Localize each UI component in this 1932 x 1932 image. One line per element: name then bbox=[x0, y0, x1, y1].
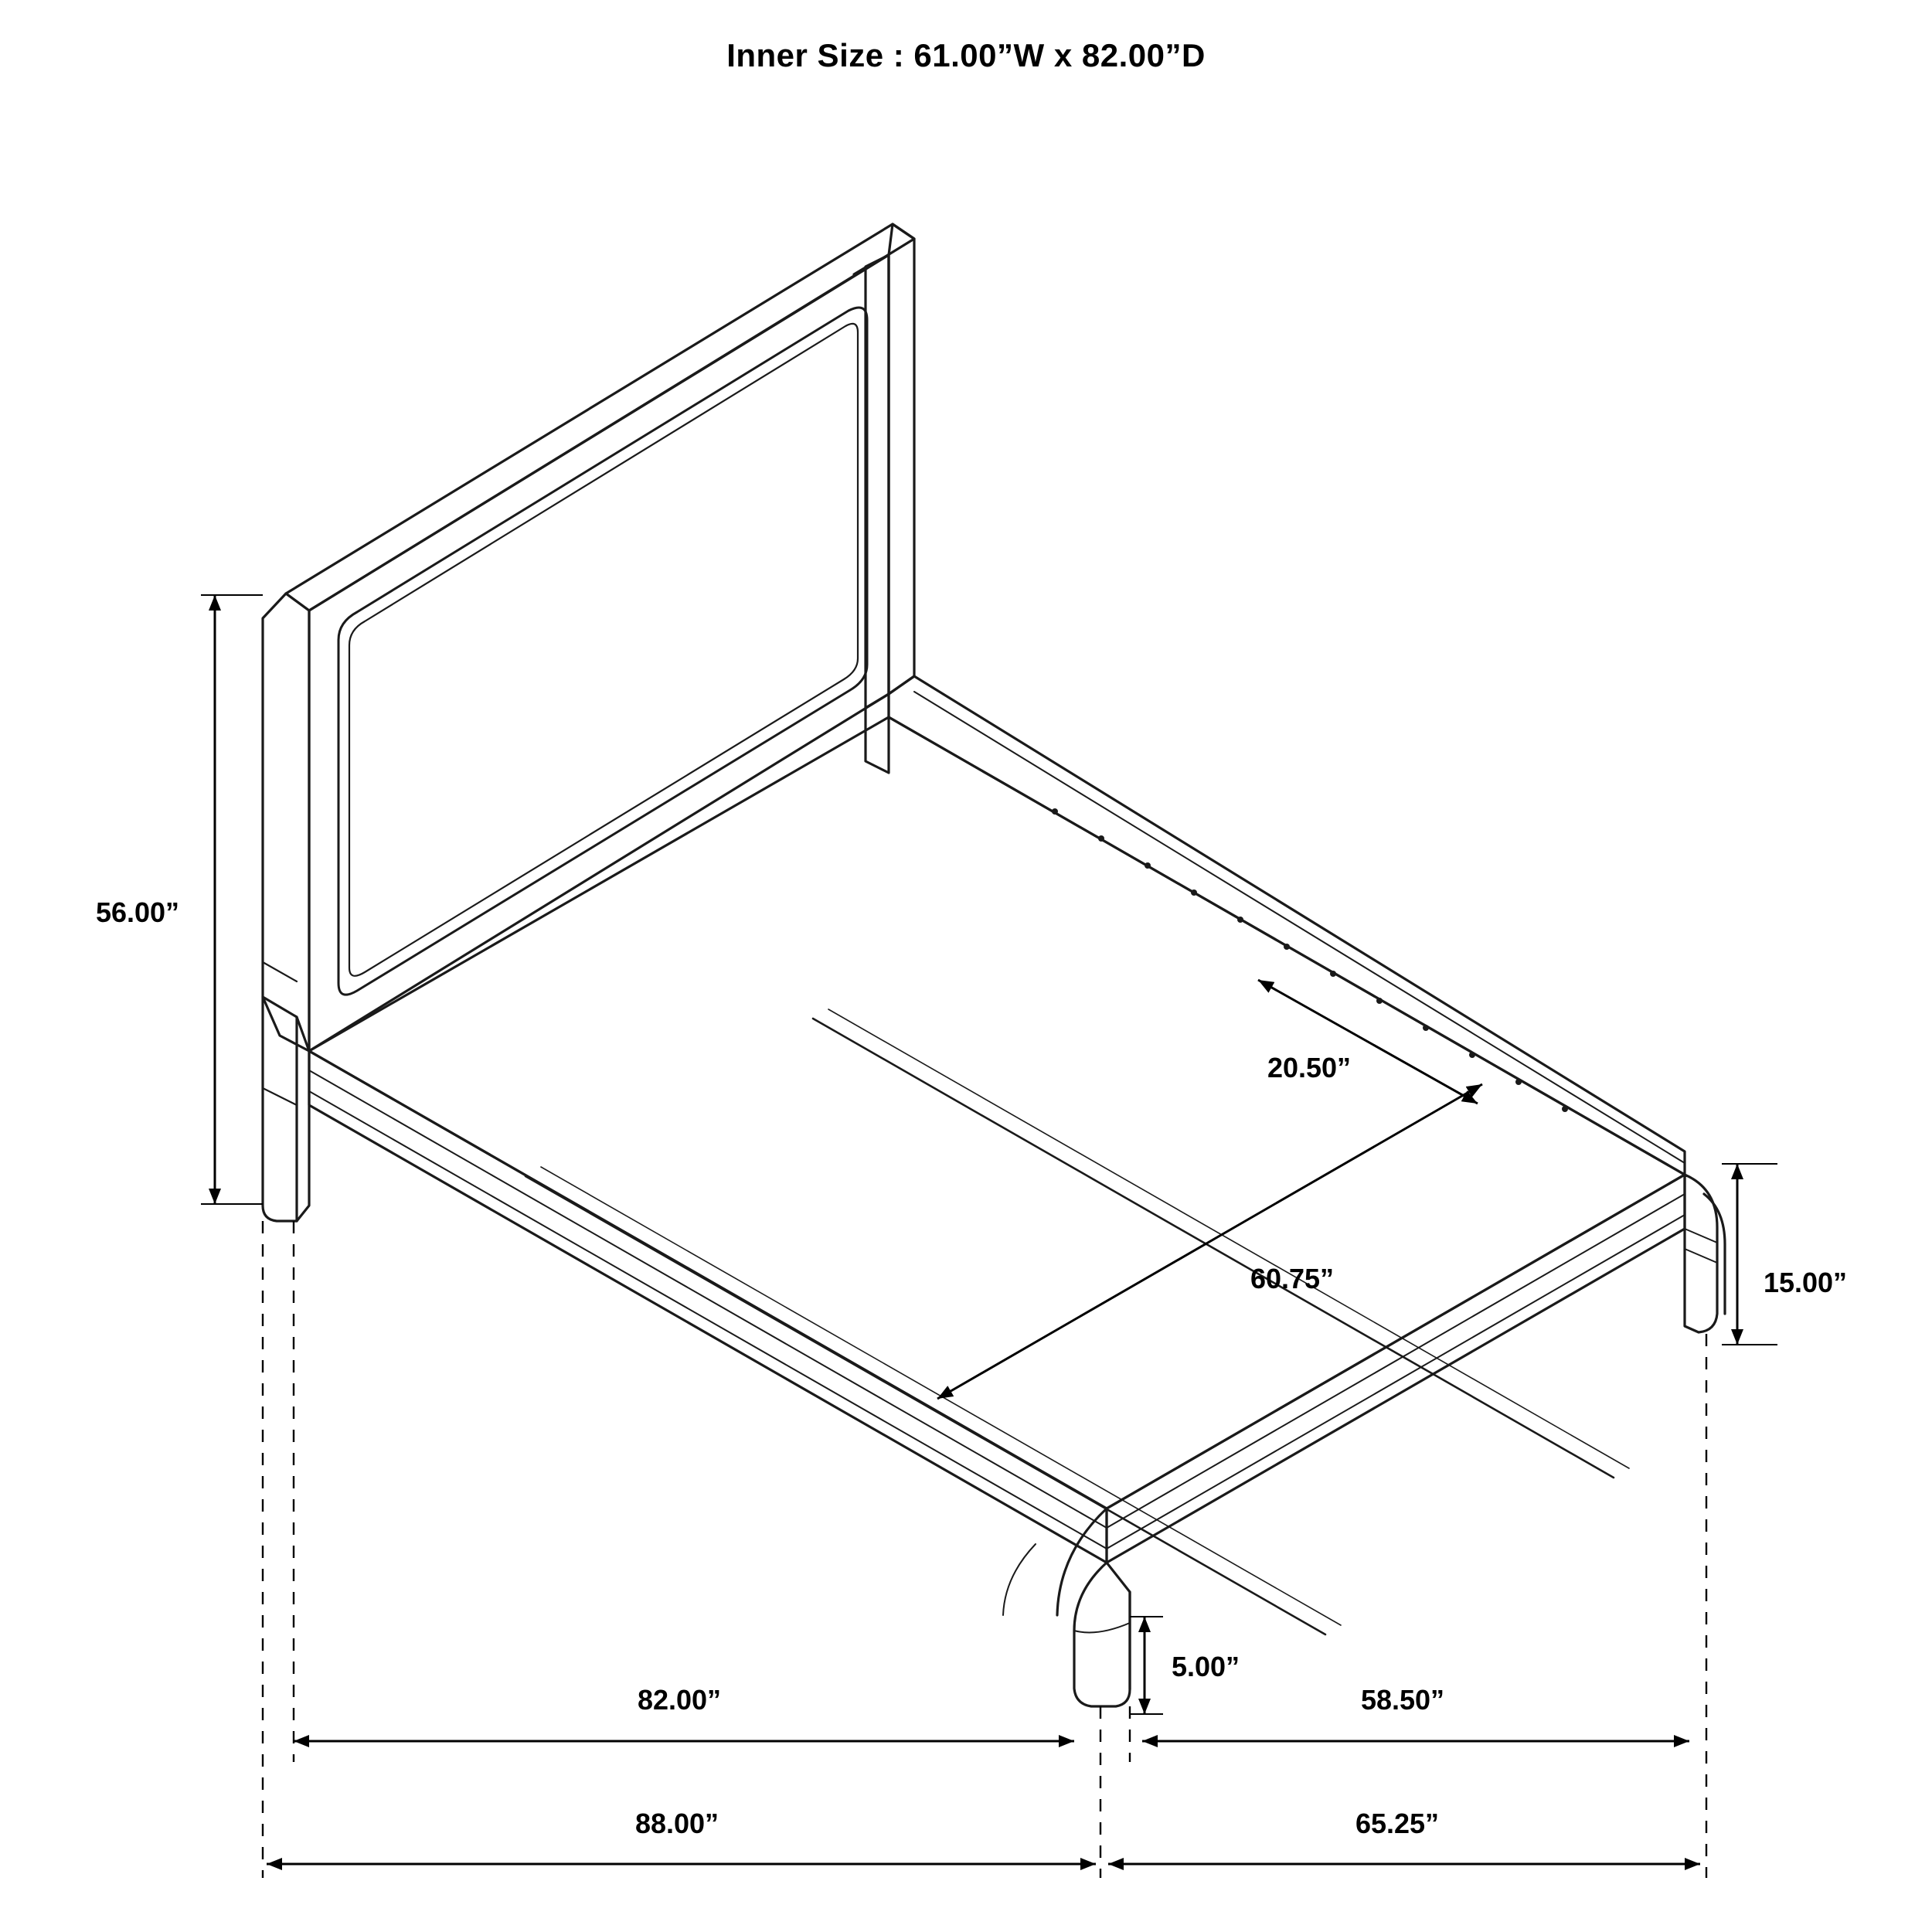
dim-label-inner-width: 60.75” bbox=[1250, 1263, 1335, 1294]
dim-label-overall-depth: 88.00” bbox=[634, 1808, 719, 1839]
dim-headboard-height bbox=[201, 595, 263, 1204]
dim-inner-width bbox=[937, 1084, 1482, 1399]
dimension-lines bbox=[201, 595, 1777, 1878]
dim-label-leg-height: 5.00” bbox=[1171, 1651, 1240, 1682]
dim-label-overall-width: 65.25” bbox=[1355, 1808, 1440, 1839]
page-title: Inner Size : 61.00”W x 82.00”D bbox=[726, 37, 1206, 73]
dim-label-slat-width: 20.50” bbox=[1267, 1052, 1352, 1083]
dim-label-rail-height: 15.00” bbox=[1763, 1267, 1848, 1298]
witness-lines bbox=[263, 1221, 1706, 1878]
dim-slat-width bbox=[1258, 980, 1478, 1104]
bed-geometry bbox=[263, 224, 1725, 1706]
dim-label-inner-depth: 82.00” bbox=[637, 1684, 722, 1716]
dim-leg-height bbox=[1130, 1617, 1163, 1714]
dim-label-bottom-width: 58.50” bbox=[1360, 1684, 1445, 1716]
dim-label-headboard-height: 56.00” bbox=[95, 896, 180, 928]
dim-rail-height bbox=[1722, 1164, 1777, 1345]
